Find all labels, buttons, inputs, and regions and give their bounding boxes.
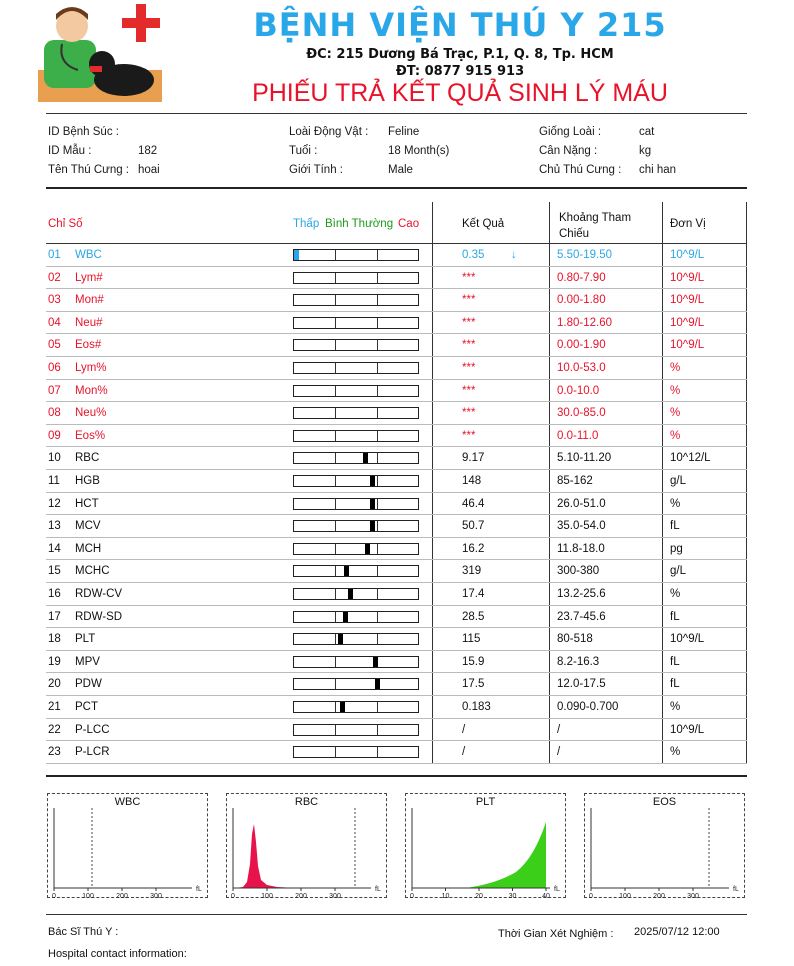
unit-value: g/L xyxy=(670,565,686,578)
range-bar-tick xyxy=(377,408,378,418)
range-bar-tick xyxy=(377,295,378,305)
parameter-name: PDW xyxy=(75,678,102,691)
range-bar-tick xyxy=(335,566,336,576)
parameter-name: P-LCR xyxy=(75,746,110,759)
parameter-name: PCT xyxy=(75,701,98,713)
parameter-name: Lym% xyxy=(75,362,107,374)
result-value: 46.4 xyxy=(462,497,485,510)
range-bar xyxy=(293,452,419,464)
row-index: 13 xyxy=(48,520,61,533)
sample-id-label: ID Mẫu : xyxy=(48,145,92,157)
range-bar xyxy=(293,611,419,623)
header-reference-1: Khoảng Tham xyxy=(559,212,632,224)
histogram-eos xyxy=(584,793,745,898)
result-value: 0.35 xyxy=(462,249,485,261)
range-bar xyxy=(293,724,419,736)
range-bar-tick xyxy=(377,453,378,463)
pet-name-label: Tên Thú Cưng : xyxy=(48,164,129,176)
footer-divider xyxy=(46,914,747,915)
table-row xyxy=(46,244,747,267)
parameter-name: RDW-SD xyxy=(75,610,123,623)
range-bar-tick xyxy=(335,634,336,644)
row-index: 03 xyxy=(48,294,61,307)
reference-range: 0.0-10.0 xyxy=(557,384,600,397)
table-row xyxy=(46,493,747,516)
range-bar xyxy=(293,475,419,487)
range-bar-tick xyxy=(377,725,378,735)
range-bar-tick xyxy=(335,589,336,599)
hospital-name: BỆNH VIỆN THÚ Y 215 xyxy=(253,6,667,44)
histogram-tick-label: 0 xyxy=(589,893,593,899)
histogram-plot xyxy=(406,794,567,899)
histogram-plt xyxy=(405,793,566,898)
test-time-label: Thời Gian Xét Nghiệm : xyxy=(498,928,614,940)
range-bar xyxy=(293,385,419,397)
table-row xyxy=(46,380,747,403)
parameter-name: HCT xyxy=(75,497,99,510)
table-row xyxy=(46,289,747,312)
range-bar-tick xyxy=(335,679,336,689)
range-bar-tick xyxy=(377,318,378,328)
result-value: *** xyxy=(462,271,476,284)
histogram-tick-label: 0 xyxy=(52,893,56,899)
result-value: 0.183 xyxy=(462,701,491,713)
range-bar-tick xyxy=(335,476,336,486)
histogram-tick-label: 300 xyxy=(329,893,341,899)
hospital-phone: ĐT: 0877 915 913 xyxy=(395,64,525,79)
parameter-name: MPV xyxy=(75,655,100,668)
header-reference-2: Chiếu xyxy=(559,228,590,240)
patient-id-label: ID Bệnh Súc : xyxy=(48,126,119,138)
histogram-unit: fL xyxy=(375,886,381,893)
range-bar-tick xyxy=(335,725,336,735)
range-bar xyxy=(293,294,419,306)
range-bar-marker xyxy=(348,589,353,599)
header-low: Thấp xyxy=(293,218,320,230)
unit-value: 10^9/L xyxy=(670,294,705,307)
unit-value: pg xyxy=(670,542,683,555)
header-result: Kết Quả xyxy=(462,218,505,230)
range-bar-tick xyxy=(377,702,378,712)
histogram-tick-label: 100 xyxy=(261,893,273,899)
range-bar xyxy=(293,588,419,600)
result-value: *** xyxy=(462,384,476,397)
owner-label: Chủ Thú Cưng : xyxy=(539,164,622,176)
weight-label: Cân Nặng : xyxy=(539,145,598,157)
header-index: Chỉ Số xyxy=(48,218,83,230)
age-value: 18 Month(s) xyxy=(388,145,450,157)
result-value: *** xyxy=(462,339,476,352)
parameter-name: P-LCC xyxy=(75,723,110,736)
range-bar-tick xyxy=(377,273,378,283)
breed-value: cat xyxy=(639,126,655,138)
range-bar-tick xyxy=(377,476,378,486)
result-value: 319 xyxy=(462,565,482,578)
range-bar-tick xyxy=(377,386,378,396)
unit-value: 10^9/L xyxy=(670,633,705,646)
header-normal: Bình Thường xyxy=(325,218,394,230)
histogram-rbc xyxy=(226,793,387,898)
histogram-tick-label: 200 xyxy=(116,893,128,899)
histogram-label: EOS xyxy=(652,796,677,808)
result-value: 15.9 xyxy=(462,655,485,668)
histogram-tick-label: 10 xyxy=(441,893,450,899)
row-index: 04 xyxy=(48,316,61,329)
row-index: 17 xyxy=(48,610,61,623)
parameter-name: PLT xyxy=(75,633,96,646)
range-bar-tick xyxy=(377,589,378,599)
histogram-tick-label: 100 xyxy=(619,893,631,899)
range-bar-marker xyxy=(344,566,349,576)
result-value: 28.5 xyxy=(462,610,485,623)
row-index: 18 xyxy=(48,633,61,646)
result-value: *** xyxy=(462,316,476,329)
reference-range: 0.80-7.90 xyxy=(557,271,606,284)
histogram-tick-label: 100 xyxy=(82,893,94,899)
sex-value: Male xyxy=(388,164,413,176)
range-bar-tick xyxy=(377,747,378,757)
range-bar-tick xyxy=(335,747,336,757)
range-bar xyxy=(293,656,419,668)
unit-value: % xyxy=(670,407,681,420)
reference-range: 1.80-12.60 xyxy=(557,316,612,329)
unit-value: 10^9/L xyxy=(670,316,705,329)
unit-value: % xyxy=(670,429,681,442)
result-value: 50.7 xyxy=(462,520,485,533)
histogram-tick-label: 0 xyxy=(231,893,235,899)
hospital-address: ĐC: 215 Dương Bá Trạc, P.1, Q. 8, Tp. HCM xyxy=(306,47,614,62)
unit-value: g/L xyxy=(670,475,686,487)
doctor-label: Bác Sĩ Thú Y : xyxy=(48,926,119,938)
unit-value: % xyxy=(670,362,681,374)
row-index: 01 xyxy=(48,249,61,261)
range-bar xyxy=(293,701,419,713)
range-bar-tick xyxy=(335,657,336,667)
histogram-unit: fL xyxy=(196,886,202,893)
result-value: 16.2 xyxy=(462,542,485,555)
low-arrow-icon: ↓ xyxy=(511,249,517,261)
range-bar-tick xyxy=(377,499,378,509)
unit-value: % xyxy=(670,384,681,397)
table-row xyxy=(46,696,747,719)
reference-range: 5.50-19.50 xyxy=(557,249,612,261)
range-bar xyxy=(293,565,419,577)
range-bar-tick xyxy=(335,250,336,260)
reference-range: 35.0-54.0 xyxy=(557,520,606,533)
range-bar xyxy=(293,249,419,261)
range-bar-marker xyxy=(343,612,348,622)
parameter-name: Lym# xyxy=(75,271,103,284)
table-row xyxy=(46,425,747,448)
range-bar xyxy=(293,272,419,284)
range-bar-tick xyxy=(377,612,378,622)
range-bar-tick xyxy=(377,544,378,554)
table-row xyxy=(46,583,747,606)
header-unit: Đơn Vị xyxy=(670,218,706,230)
table-row xyxy=(46,267,747,290)
reference-range: 0.090-0.700 xyxy=(557,701,619,713)
parameter-name: MCV xyxy=(75,520,101,533)
range-bar-tick xyxy=(335,318,336,328)
reference-range: 12.0-17.5 xyxy=(557,678,606,691)
row-index: 22 xyxy=(48,723,61,736)
histogram-unit: fL xyxy=(733,886,739,893)
species-value: Feline xyxy=(388,126,420,138)
unit-value: % xyxy=(670,746,681,759)
range-bar-tick xyxy=(335,544,336,554)
reference-range: / xyxy=(557,746,561,759)
result-value: *** xyxy=(462,407,476,420)
unit-value: fL xyxy=(670,520,680,533)
row-index: 10 xyxy=(48,452,61,465)
parameter-name: Neu% xyxy=(75,407,107,420)
parameter-name: WBC xyxy=(75,249,102,261)
range-bar xyxy=(293,339,419,351)
pet-name-value: hoai xyxy=(138,164,160,176)
range-bar xyxy=(293,317,419,329)
row-index: 23 xyxy=(48,746,61,759)
table-row xyxy=(46,673,747,696)
result-value: / xyxy=(462,723,466,736)
range-bar-tick xyxy=(335,340,336,350)
histogram-plot xyxy=(585,794,746,899)
unit-value: fL xyxy=(670,655,680,668)
range-bar-tick xyxy=(377,340,378,350)
range-bar-tick xyxy=(335,386,336,396)
reference-range: 26.0-51.0 xyxy=(557,497,606,510)
table-row xyxy=(46,447,747,470)
range-bar xyxy=(293,407,419,419)
parameter-name: Mon# xyxy=(75,294,104,307)
histogram-tick-label: 40 xyxy=(542,893,550,899)
histogram-plot xyxy=(227,794,388,899)
range-bar-tick xyxy=(377,431,378,441)
histogram-tick-label: 200 xyxy=(653,893,665,899)
parameter-name: Neu# xyxy=(75,316,103,329)
parameter-name: MCH xyxy=(75,542,102,555)
range-bar-tick xyxy=(335,295,336,305)
table-row xyxy=(46,628,747,651)
result-value: *** xyxy=(462,294,476,307)
range-bar-marker xyxy=(370,476,375,486)
result-value: *** xyxy=(462,429,476,442)
range-bar-marker xyxy=(340,702,345,712)
owner-value: chi han xyxy=(639,164,677,176)
histogram-plot xyxy=(48,794,209,899)
header-divider xyxy=(46,113,747,114)
histogram-tick-label: 0 xyxy=(410,893,414,899)
unit-value: 10^9/L xyxy=(670,723,705,736)
range-bar xyxy=(293,520,419,532)
reference-range: 85-162 xyxy=(557,475,593,487)
histogram-tick-label: 300 xyxy=(687,893,699,899)
table-row xyxy=(46,357,747,380)
parameter-name: Eos# xyxy=(75,339,102,352)
row-index: 08 xyxy=(48,407,61,420)
reference-range: 80-518 xyxy=(557,633,593,646)
range-bar-tick xyxy=(377,634,378,644)
row-index: 20 xyxy=(48,678,61,691)
histogram-tick-label: 30 xyxy=(508,893,517,899)
row-index: 16 xyxy=(48,588,61,600)
parameter-name: HGB xyxy=(75,475,100,487)
result-value: 17.5 xyxy=(462,678,485,691)
table-row xyxy=(46,651,747,674)
range-bar-tick xyxy=(377,363,378,373)
reference-range: 8.2-16.3 xyxy=(557,655,600,668)
table-row xyxy=(46,719,747,742)
table-row xyxy=(46,402,747,425)
unit-value: fL xyxy=(670,610,680,623)
contact-info: Hospital contact information: xyxy=(48,948,187,960)
range-bar-marker xyxy=(370,499,375,509)
range-bar xyxy=(293,678,419,690)
range-bar-tick xyxy=(335,273,336,283)
header-high: Cao xyxy=(398,218,420,230)
table-row xyxy=(46,606,747,629)
unit-value: 10^9/L xyxy=(670,249,705,261)
sex-label: Giới Tính : xyxy=(289,164,343,176)
row-index: 11 xyxy=(48,475,60,487)
age-label: Tuổi : xyxy=(289,145,318,157)
parameter-name: MCHC xyxy=(75,565,110,578)
histogram-unit: fL xyxy=(554,886,560,893)
result-value: 17.4 xyxy=(462,588,485,600)
range-bar-tick xyxy=(335,363,336,373)
row-index: 12 xyxy=(48,497,61,510)
unit-value: % xyxy=(670,588,681,600)
result-value: 9.17 xyxy=(462,452,485,465)
reference-range: 5.10-11.20 xyxy=(557,452,612,465)
range-bar-tick xyxy=(377,250,378,260)
histogram-tick-label: 200 xyxy=(295,893,307,899)
range-bar xyxy=(293,362,419,374)
reference-range: 0.00-1.90 xyxy=(557,339,606,352)
unit-value: 10^9/L xyxy=(670,271,705,284)
range-bar-marker xyxy=(375,679,380,689)
species-label: Loài Động Vật : xyxy=(289,126,369,138)
document-title: PHIẾU TRẢ KẾT QUẢ SINH LÝ MÁU xyxy=(252,79,668,107)
table-row xyxy=(46,538,747,561)
reference-range: / xyxy=(557,723,561,736)
range-bar-marker xyxy=(370,521,375,531)
range-bar-tick xyxy=(335,612,336,622)
info-divider xyxy=(46,187,747,189)
parameter-name: Mon% xyxy=(75,384,108,397)
row-index: 07 xyxy=(48,384,61,397)
histogram-label: WBC xyxy=(114,796,141,808)
range-bar-tick xyxy=(335,499,336,509)
table-row xyxy=(46,741,747,764)
row-index: 19 xyxy=(48,655,61,668)
range-bar xyxy=(293,633,419,645)
reference-range: 23.7-45.6 xyxy=(557,610,606,623)
sample-id-value: 182 xyxy=(138,145,158,157)
range-bar-marker xyxy=(365,544,370,554)
range-bar-marker xyxy=(338,634,343,644)
histogram-tick-label: 300 xyxy=(150,893,162,899)
table-row xyxy=(46,312,747,335)
result-value: *** xyxy=(462,362,476,374)
reference-range: 13.2-25.6 xyxy=(557,588,606,600)
range-bar-tick xyxy=(377,521,378,531)
unit-value: % xyxy=(670,701,681,713)
reference-range: 30.0-85.0 xyxy=(557,407,606,420)
parameter-name: RBC xyxy=(75,452,100,465)
hospital-logo xyxy=(38,4,166,106)
histogram-label: PLT xyxy=(475,796,496,808)
range-bar-tick xyxy=(335,431,336,441)
range-bar-marker xyxy=(363,453,368,463)
table-row xyxy=(46,515,747,538)
row-index: 14 xyxy=(48,542,61,555)
row-index: 05 xyxy=(48,339,61,352)
range-bar xyxy=(293,498,419,510)
histogram-label: RBC xyxy=(294,796,319,808)
histogram-tick-label: 20 xyxy=(475,893,483,899)
range-bar-tick xyxy=(335,408,336,418)
result-value: / xyxy=(462,746,466,759)
row-index: 15 xyxy=(48,565,61,578)
table-bottom-divider xyxy=(46,775,747,777)
reference-range: 300-380 xyxy=(557,565,600,578)
range-bar-marker xyxy=(373,657,378,667)
reference-range: 10.0-53.0 xyxy=(557,362,606,374)
histogram-wbc xyxy=(47,793,208,898)
reference-range: 0.0-11.0 xyxy=(557,429,599,442)
range-bar-tick xyxy=(377,566,378,576)
result-value: 115 xyxy=(462,633,481,646)
parameter-name: Eos% xyxy=(75,429,106,442)
range-bar xyxy=(293,746,419,758)
row-index: 02 xyxy=(48,271,61,284)
row-index: 09 xyxy=(48,429,61,442)
range-bar xyxy=(293,543,419,555)
reference-range: 0.00-1.80 xyxy=(557,294,606,307)
breed-label: Giống Loài : xyxy=(539,126,602,138)
range-bar-marker xyxy=(294,250,299,260)
table-row xyxy=(46,470,747,493)
row-index: 06 xyxy=(48,362,61,374)
row-index: 21 xyxy=(48,701,61,713)
range-bar-tick xyxy=(335,453,336,463)
unit-value: 10^9/L xyxy=(670,339,705,352)
range-bar-tick xyxy=(335,702,336,712)
unit-value: fL xyxy=(670,678,680,691)
test-time-value: 2025/07/12 12:00 xyxy=(634,926,720,938)
unit-value: % xyxy=(670,497,681,510)
table-row xyxy=(46,334,747,357)
weight-value: kg xyxy=(639,145,652,157)
unit-value: 10^12/L xyxy=(670,452,711,465)
result-value: 148 xyxy=(462,475,482,487)
parameter-name: RDW-CV xyxy=(75,588,123,600)
reference-range: 11.8-18.0 xyxy=(557,542,605,555)
table-row xyxy=(46,560,747,583)
range-bar xyxy=(293,430,419,442)
range-bar-tick xyxy=(335,521,336,531)
